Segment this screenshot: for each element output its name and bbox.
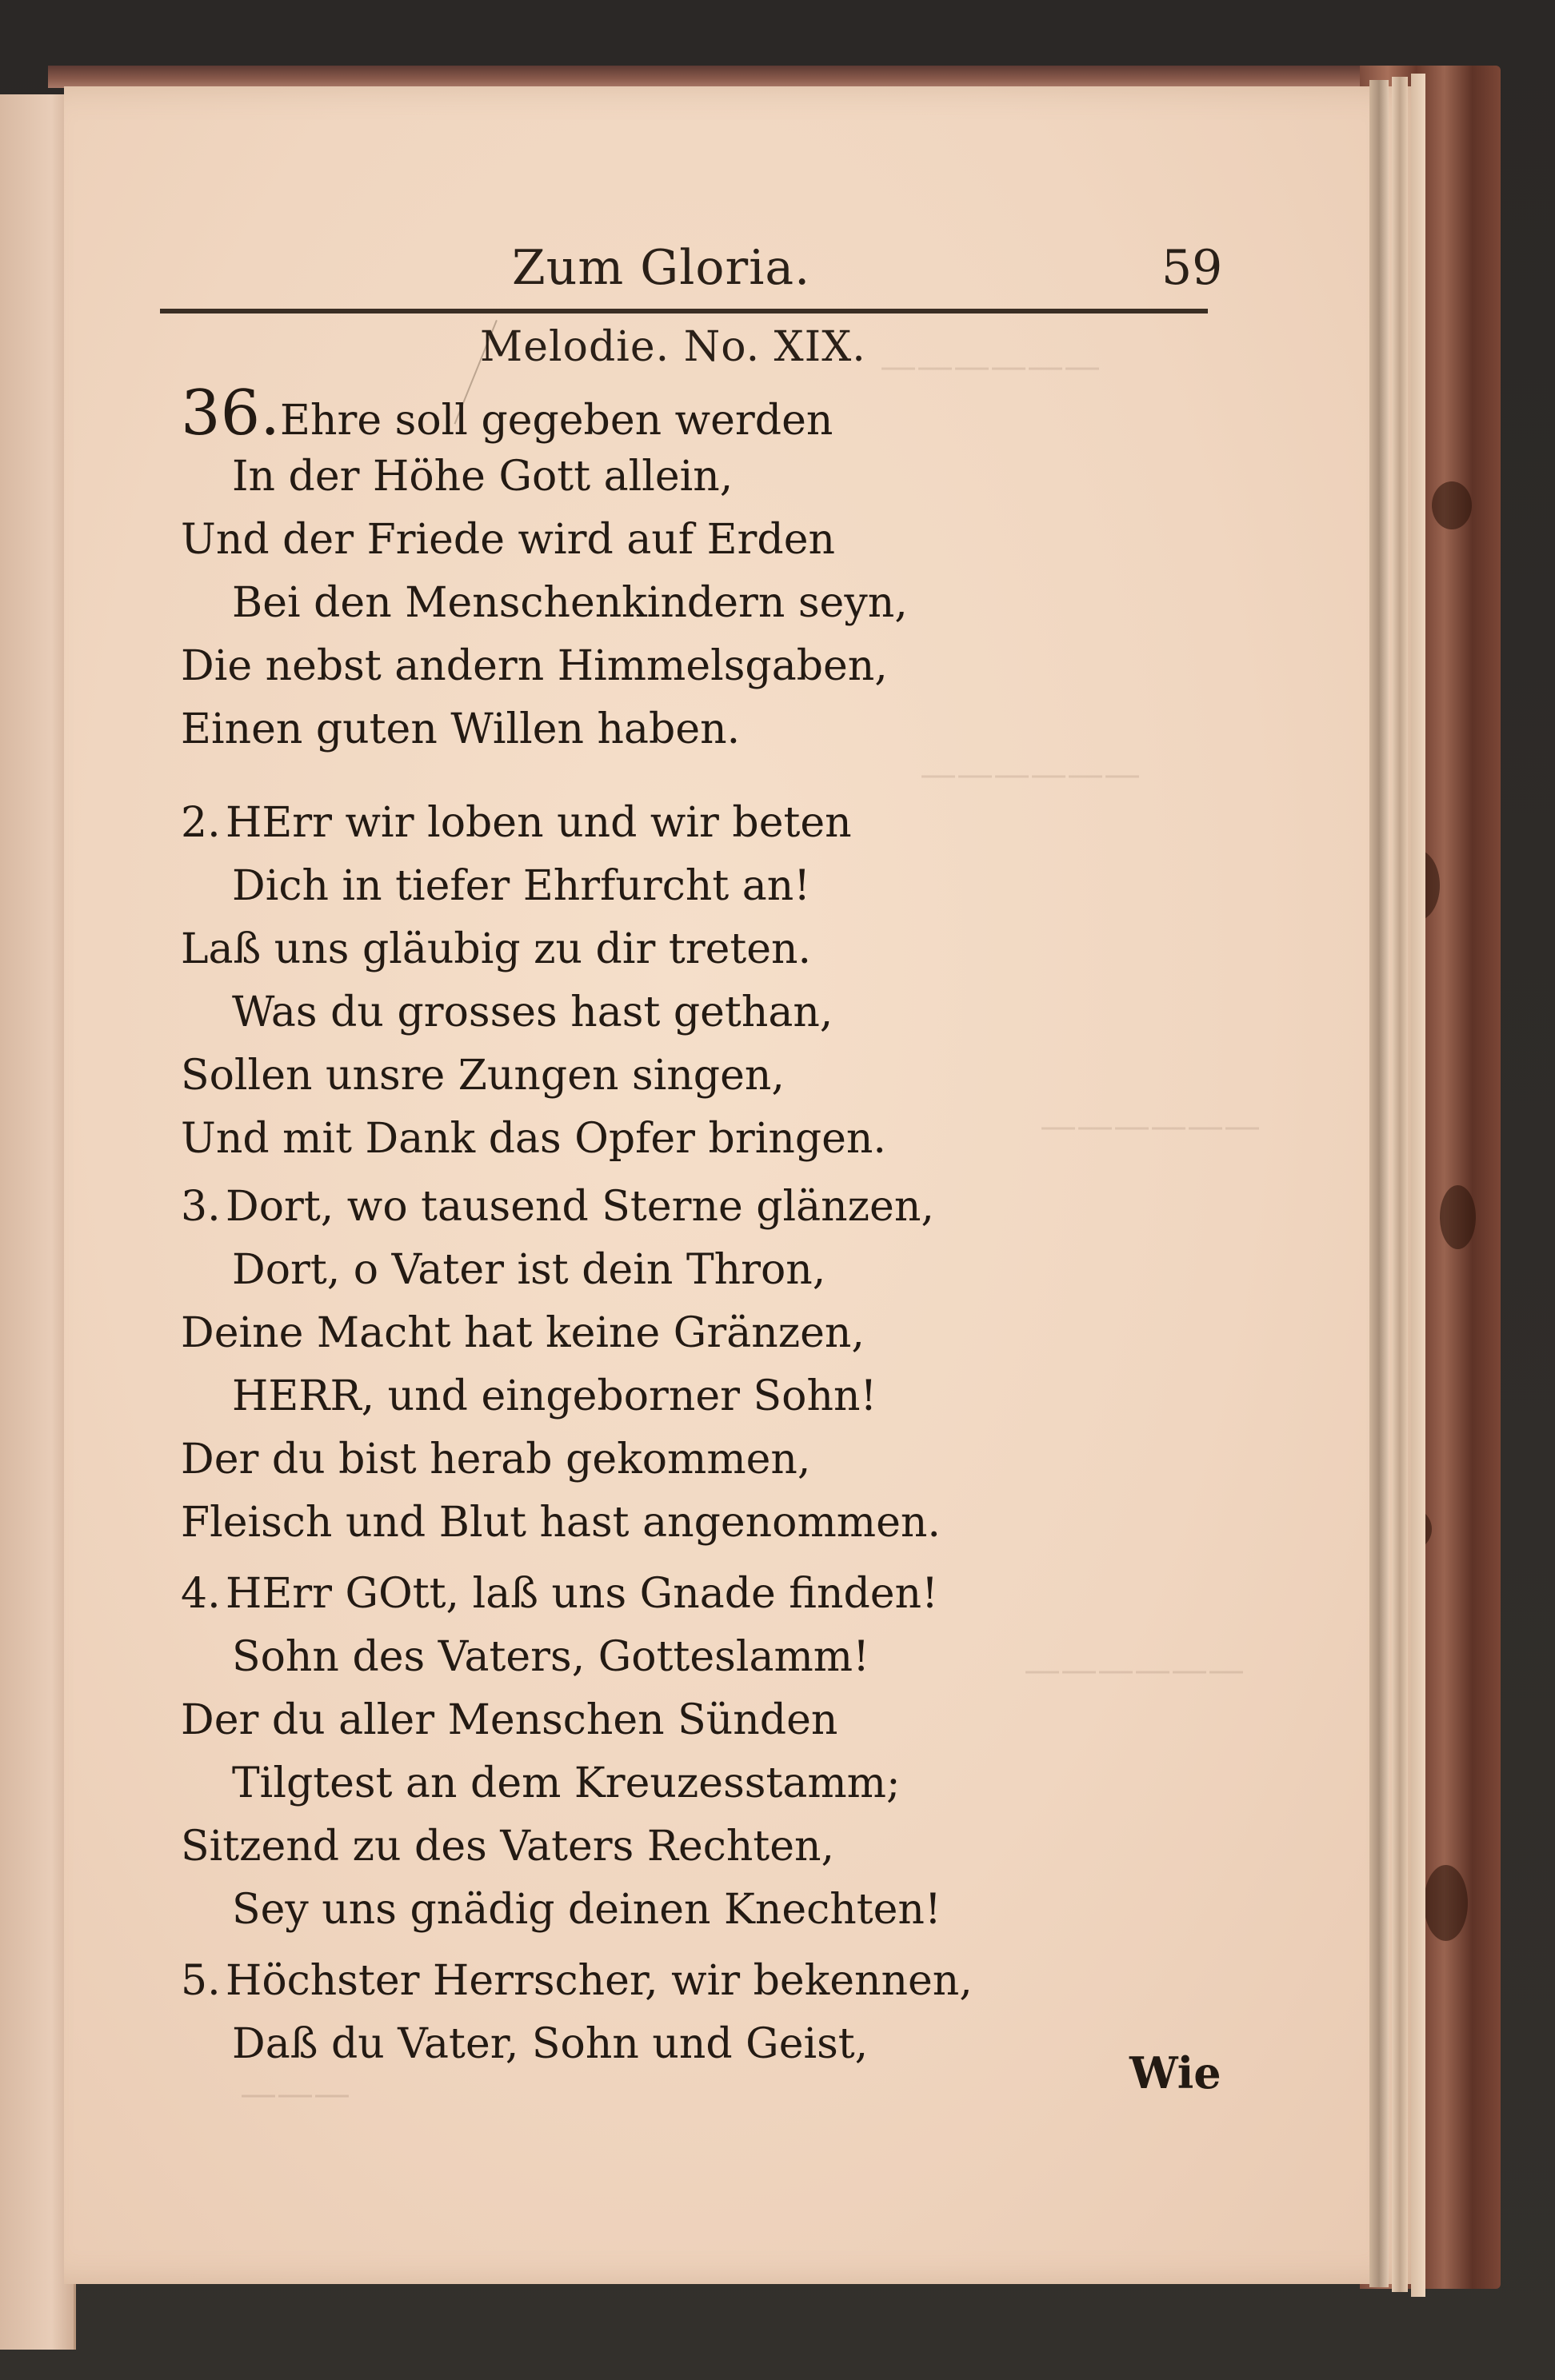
show-through-text: —————— — [920, 752, 1141, 795]
verse-line: Dort, o Vater ist dein Thron, — [232, 1246, 826, 1294]
cover-board-top — [48, 66, 1496, 88]
verse-line: Was du grosses hast gethan, — [232, 988, 833, 1036]
verse-number: 2. — [181, 799, 221, 847]
verse-4 — [181, 1563, 941, 1942]
verse-2 — [181, 792, 886, 1171]
verse-line: In der Höhe Gott allein, — [232, 453, 734, 501]
verse-line: Der du aller Menschen Sünden — [181, 1696, 838, 1744]
verse-line: Sollen unsre Zungen singen, — [181, 1052, 785, 1100]
verse-number: 3. — [181, 1183, 221, 1231]
verse-line: Daß du Vater, Sohn und Geist, — [232, 2020, 869, 2068]
verse-line: Ehre soll gegeben werden — [280, 397, 833, 445]
page-block-edge — [1369, 80, 1389, 2287]
verse-5 — [181, 1950, 973, 2076]
verse-line: Deine Macht hat keine Gränzen, — [181, 1309, 865, 1357]
verse-number: 4. — [181, 1570, 221, 1618]
verse-36 — [181, 377, 908, 761]
verse-line: Tilgtest an dem Kreuzesstamm; — [232, 1759, 901, 1807]
verse-line: Und mit Dank das Opfer bringen. — [181, 1115, 886, 1163]
verse-line: Dich in tiefer Ehrfurcht an! — [232, 862, 811, 910]
verse-line: HErr wir loben und wir beten — [226, 799, 852, 847]
show-through-text: —————— — [1024, 1647, 1245, 1691]
verse-line: Laß uns gläubig zu dir treten. — [181, 925, 812, 973]
verse-line: HERR, und eingeborner Sohn! — [232, 1372, 877, 1420]
verse-line: Fleisch und Blut hast angenommen. — [181, 1499, 941, 1547]
verse-number: 36. — [181, 377, 281, 449]
running-head: Zum Gloria. — [512, 240, 811, 296]
page-block-edge — [1411, 74, 1425, 2297]
catchword: Wie — [1129, 2047, 1221, 2098]
verse-line: Und der Friede wird auf Erden — [181, 516, 835, 564]
verse-line: Sohn des Vaters, Gotteslamm! — [232, 1633, 870, 1681]
verse-line: Einen guten Willen haben. — [181, 705, 741, 753]
verse-line: Höchster Herrscher, wir bekennen, — [226, 1957, 973, 2005]
show-through-text: —————— — [1040, 1104, 1261, 1147]
show-through-text: —————— — [880, 344, 1101, 387]
verse-line: Dort, wo tausend Sterne glänzen, — [226, 1183, 934, 1231]
page-number: 59 — [1161, 240, 1223, 296]
show-through-text: ——— — [240, 2071, 350, 2114]
verse-line: HErr GOtt, laß uns Gnade finden! — [226, 1570, 938, 1618]
verse-3 — [181, 1176, 941, 1555]
header-rule — [160, 309, 1208, 313]
verse-number: 5. — [181, 1957, 221, 2005]
verse-line: Sitzend zu des Vaters Rechten, — [181, 1823, 835, 1871]
verse-line: Die nebst andern Himmelsgaben, — [181, 642, 888, 690]
verse-line: Bei den Menschenkindern seyn, — [232, 579, 908, 627]
melody-heading: Melodie. No. XIX. — [480, 323, 866, 371]
page-block-edge — [1392, 77, 1408, 2292]
verse-line: Der du bist herab gekommen, — [181, 1436, 811, 1484]
verse-line: Sey uns gnädig deinen Knechten! — [232, 1886, 941, 1934]
